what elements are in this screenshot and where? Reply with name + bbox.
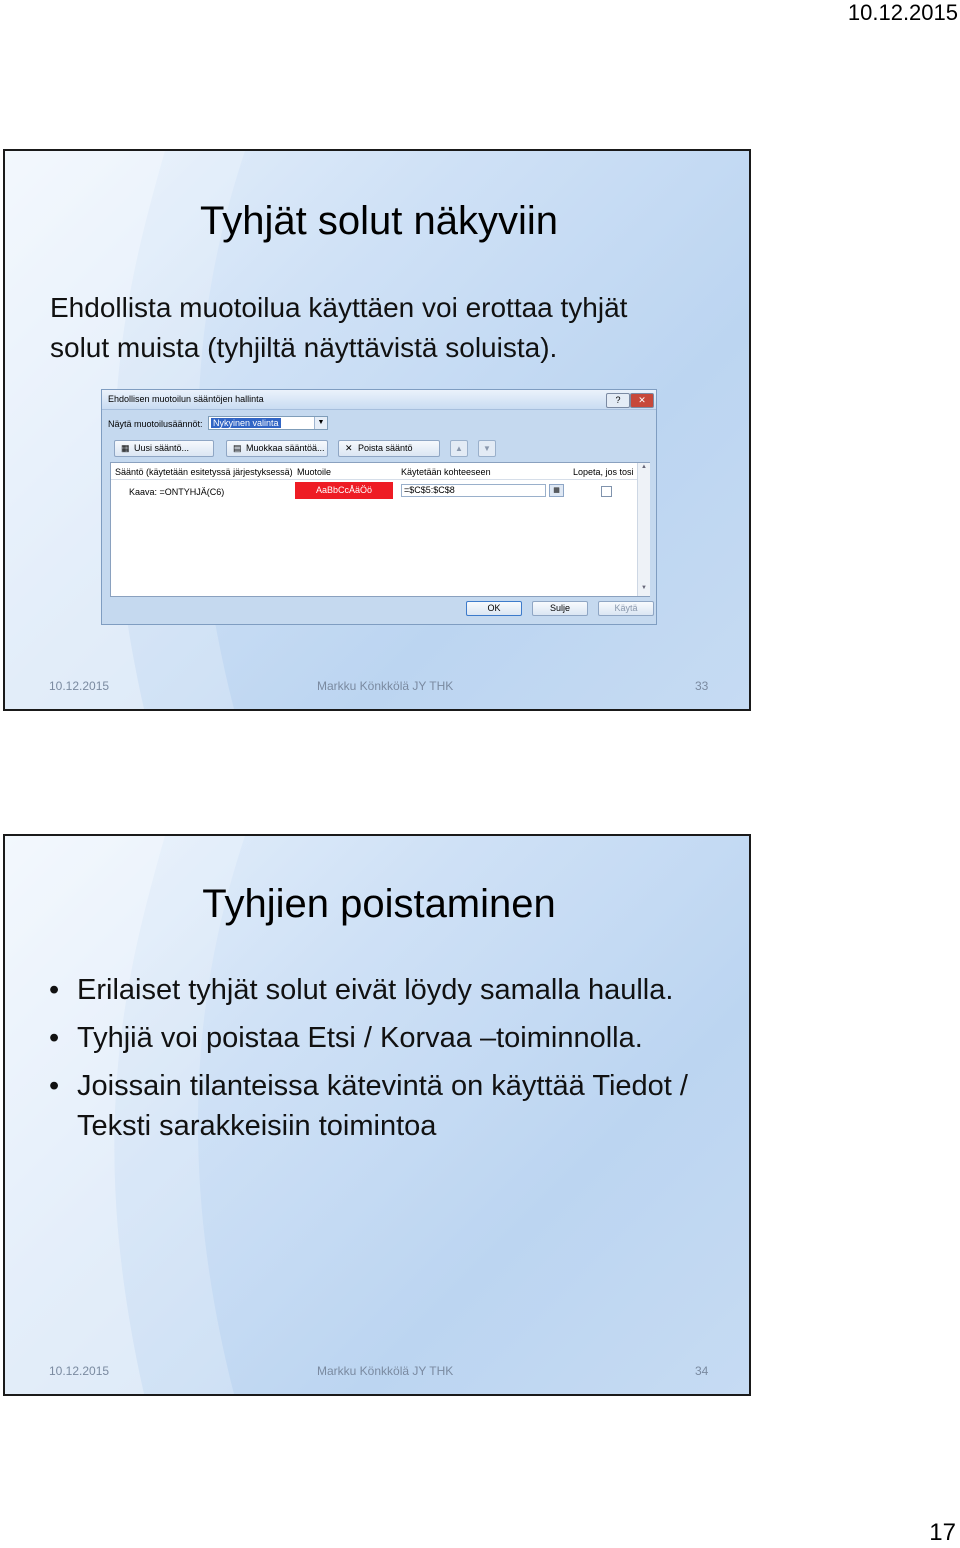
arrow-down-icon: ▼	[483, 444, 491, 453]
scroll-up-icon[interactable]: ▲	[641, 464, 647, 470]
header-divider	[111, 479, 639, 480]
move-up-button[interactable]	[450, 440, 468, 457]
body-line: Ehdollista muotoilua käyttäen voi erottaa tyhjät	[50, 292, 628, 323]
page-number: 17	[929, 1519, 956, 1546]
arrow-up-icon: ▲	[455, 444, 463, 453]
show-rules-select[interactable]	[208, 416, 328, 430]
slide-footer-number: 34	[695, 1364, 709, 1378]
delete-rule-button[interactable]	[338, 440, 440, 457]
page-header-date: 10.12.2015	[847, 0, 958, 25]
slide-footer-number: 33	[695, 679, 709, 693]
dialog-title: Ehdollisen muotoilun sääntöjen hallinta	[108, 394, 264, 404]
new-rule-icon: ▦	[121, 443, 130, 453]
help-button[interactable]: ?	[606, 393, 630, 408]
scroll-down-icon[interactable]: ▼	[641, 585, 647, 591]
show-rules-label: Näytä muotoilusäännöt:	[108, 419, 203, 429]
slide-footer-date: 10.12.2015	[49, 1364, 110, 1378]
column-header-applies-to: Käytetään kohteeseen	[401, 467, 491, 477]
slide-34	[3, 834, 751, 1396]
slide-footer-date: 10.12.2015	[49, 679, 110, 693]
chevron-down-icon[interactable]: ▼	[314, 417, 327, 429]
bullet-item: • Joissain tilanteissa kätevintä on käyttää Tiedot / Teksti sarakkeisiin toimintoa	[49, 1066, 729, 1146]
column-header-format: Muotoile	[297, 467, 332, 477]
close-button[interactable]: Sulje	[532, 601, 588, 616]
rules-scrollbar[interactable]	[637, 463, 650, 596]
dialog-titlebar	[102, 390, 656, 410]
column-header-rule: Sääntö (käytetään esitetyssä järjestyksessä)	[115, 467, 293, 477]
rule-formula[interactable]: Kaava: =ONTYHJÄ(C6)	[129, 487, 225, 497]
ok-button[interactable]: OK	[466, 601, 522, 616]
edit-rule-label: Muokkaa sääntöä...	[246, 443, 325, 453]
slide-title: Tyhjät solut näkyviin	[200, 199, 558, 243]
bullet-item: • Erilaiset tyhjät solut eivät löydy samalla haulla.	[49, 970, 729, 1010]
slide-footer-author: Markku Könkkölä JY THK	[317, 1364, 454, 1378]
stop-if-true-checkbox[interactable]	[601, 486, 612, 497]
slide-title: Tyhjien poistaminen	[202, 882, 556, 926]
column-header-stop-if-true: Lopeta, jos tosi	[573, 467, 634, 477]
range-picker-icon[interactable]: ▦	[549, 484, 564, 497]
edit-rule-icon: ▤	[233, 443, 242, 453]
body-line: solut muista (tyhjiltä näyttävistä soluista).	[50, 332, 558, 363]
slide-33	[3, 149, 751, 711]
move-down-button[interactable]	[478, 440, 496, 457]
rules-list	[110, 462, 650, 597]
bullet-list	[49, 970, 729, 1154]
delete-icon: ✕	[345, 443, 353, 453]
close-icon[interactable]: ✕	[630, 393, 654, 408]
bullet-item: • Tyhjiä voi poistaa Etsi / Korvaa –toiminnolla.	[49, 1018, 729, 1058]
new-rule-button[interactable]	[114, 440, 214, 457]
slide-body-text	[50, 288, 710, 368]
apply-button[interactable]: Käytä	[598, 601, 654, 616]
format-preview[interactable]: AaBbCcÅäÖö	[295, 482, 393, 499]
new-rule-label: Uusi sääntö...	[134, 443, 190, 453]
delete-rule-label: Poista sääntö	[358, 443, 413, 453]
edit-rule-button[interactable]	[226, 440, 328, 457]
slide-footer-author: Markku Könkkölä JY THK	[317, 679, 454, 693]
conditional-formatting-dialog	[101, 389, 657, 625]
applies-to-input[interactable]: =$C$5:$C$8	[401, 484, 546, 497]
show-rules-value: Nykyinen valinta	[213, 418, 279, 428]
